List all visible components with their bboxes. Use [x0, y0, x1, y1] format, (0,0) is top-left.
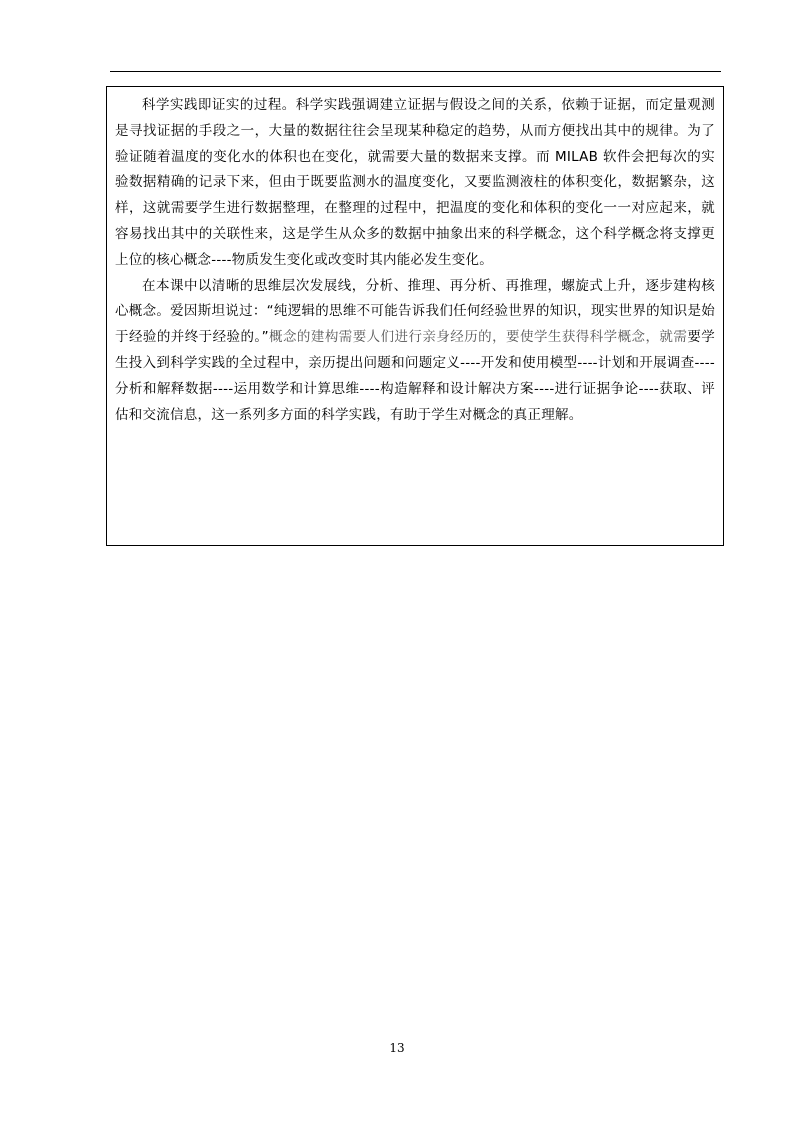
- paragraph-2-rest: 要学生投入到科学实践的全过程中，亲历提出问题和问题定义----开发和使用模型----计划和开展调查----分析和解释数据----运用数学和计算思维----构造解释和设计解决方案----进行证据争论----获取、评估和交流信息，这一系列多方面的科学实践，有助于学生对概念的真正理解。: [115, 329, 716, 423]
- content-box: [106, 86, 724, 546]
- paragraph-2-gray-text: 概念的建构需要人们进行亲身经历的，要使学生获得科学概念，就需: [268, 329, 688, 346]
- page-number: 13: [389, 1041, 405, 1055]
- header-rule: [110, 71, 721, 72]
- paragraph-1: 科学实践即证实的过程。科学实践强调建立证据与假设之间的关系，依赖于证据，而定量观测是寻找证据的手段之一，大量的数据往往会呈现某种稳定的趋势，从而方便找出其中的规律。为了验证随着温度的变化水的体积也在变化，就需要大量的数据来支撑。而 MILAB 软件会把每次的实验数据精确的记录下来，但由于既要监测水的温度变化，又要监测液柱的体积变化，数据繁杂，这样，这就需要学生进行数据整理，在整理的过程中，把温度的变化和体积的变化一一对应起来，就容易找出其中的关联性来，这是学生从众多的数据中抽象出来的科学概念，这个科学概念将支撑更上位的核心概念----物质发生变化或改变时其内能必发生变化。: [115, 97, 715, 268]
- paragraph-2: [115, 274, 715, 429]
- paragraph-2-main: 在本课中以清晰的思维层次发展线，分析、推理、再分析、再推理，螺旋式上升，逐步建构核心概念。爱因斯坦说过：“纯逻辑的思维不可能告诉我们任何经验世界的知识，现实世界的知识是始于经验的并终于经验的。”: [115, 277, 715, 346]
